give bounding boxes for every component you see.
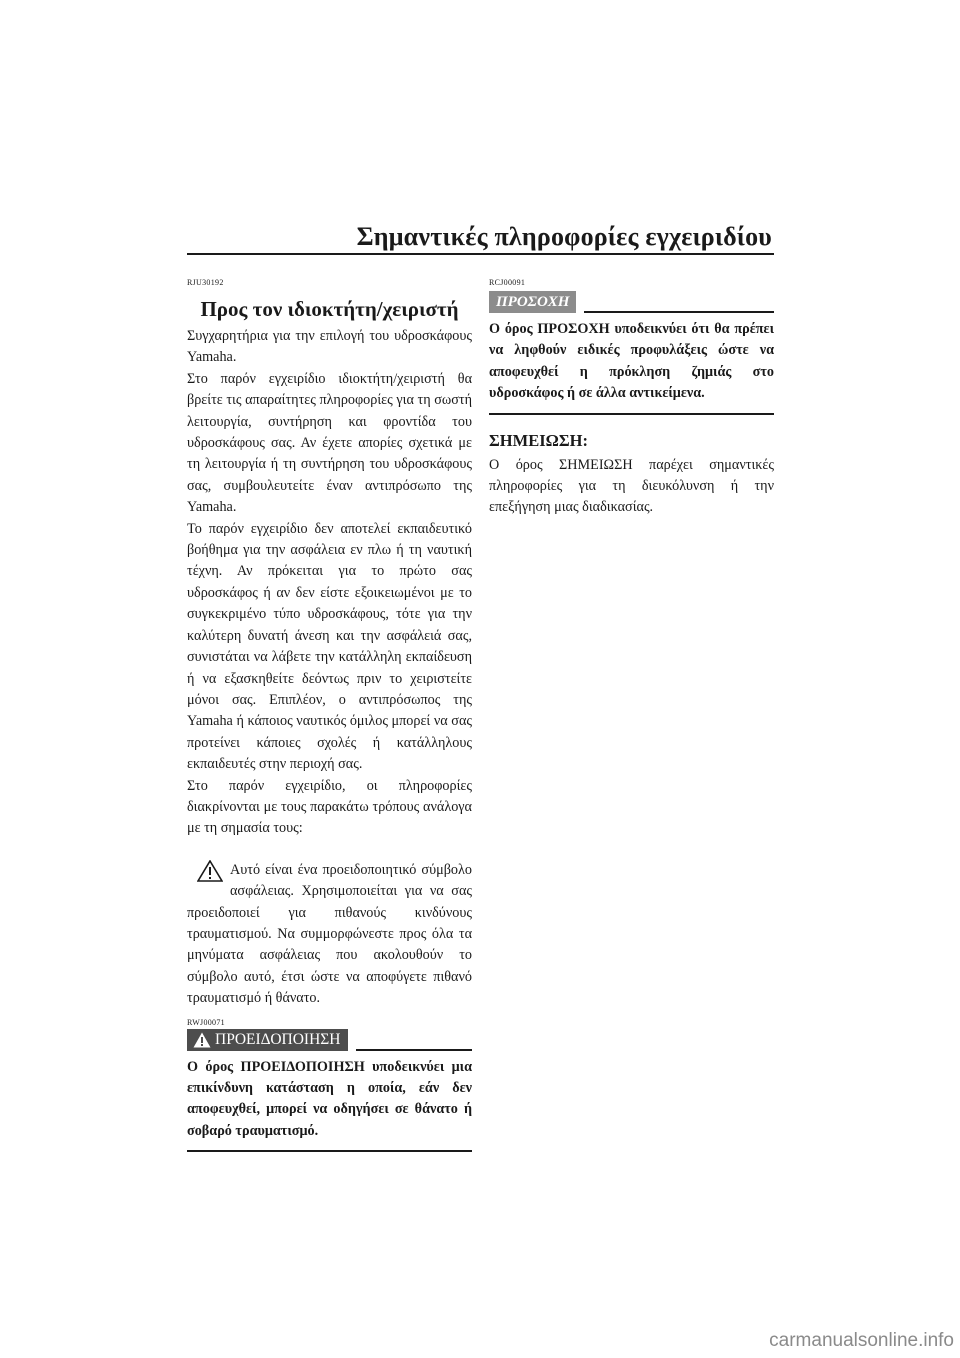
caution-end-rule: [489, 413, 774, 415]
paragraph-manual-info: Στο παρόν εγχειρίδιο ιδιοκτήτη/χειριστή θα βρείτε τις απαραίτητες πληροφορίες για τη σωστή λειτουργία, συντήρηση και φροντίδα του υδροσκάφους σας. Αν έχετε απορίες σχετικά με τη λειτουργία ή τη συντήρηση του υδροσκάφους σας, συμβουλευτείτε έναν αντιπρόσωπο της Yamaha.: [187, 370, 472, 516]
warning-label: [187, 1029, 348, 1051]
caution-code: RCJ00091: [489, 278, 526, 287]
safety-symbol-text: Αυτό είναι ένα προειδοποιητικό σύμβολο ασφάλειας. Χρησιμοποιείται για να σας προειδοποιεί για πιθανούς κινδύνους τραυματισμού. Να συμμορφώνεστε προς όλα τα μηνύματα ασφάλειας που ακολουθούν το σύμβολο αυτό, έτσι ώστε να αποφύγετε πιθανό τραυματισμό ή θάνατο.: [187, 861, 472, 1007]
caution-text: Ο όρος ΠΡΟΣΟΧΗ υποδεικνύει ότι θα πρέπει να ληφθούν ειδικές προφυλάξεις ώστε να αποφευχθεί η πρόκληση ζημιάς στο υδροσκάφος ή σε άλλα αντικείμενα.: [489, 321, 774, 402]
page-title: Σημαντικές πληροφορίες εγχειριδίου: [356, 222, 772, 251]
warning-text: Ο όρος ΠΡΟΕΙΔΟΠΟΙΗΣΗ υποδεικνύει μια επικίνδυνη κατάσταση η οποία, εάν δεν αποφευχθεί, μπορεί να οδηγήσει σε θάνατο ή σοβαρό τραυματισμό.: [187, 1058, 472, 1139]
paragraph-intro: Συγχαρητήρια για την επιλογή του υδροσκάφους Yamaha.: [187, 328, 472, 366]
note-title: ΣΗΜΕΙΩΣΗ:: [489, 430, 588, 450]
watermark: carmanualsonline.info: [769, 1330, 954, 1351]
paragraph-training: Το παρόν εγχειρίδιο δεν αποτελεί εκπαιδευτικό βοήθημα για την ασφάλεια εν πλω ή τη ναυτική τέχνη. Αν πρόκειται για το πρώτο σας υδροσκάφος ή αν δεν είστε εξοικειωμένοι με το συγκεκριμένο τύπο υδροσκάφους, τότε για την καλύτερη δυνατή άνεση και την ασφάλειά σας, συνιστάται να λάβετε την κατάλληλη εκπαίδευση ή να εξασκηθείτε δεόντως πριν το χειριστείτε μόνοι σας. Επιπλέον, ο αντιπρόσωπος της Yamaha ή κάποιος ναυτικός όμιλος μπορεί να σας προτείνει κάποιες σχολές ή κατάλληλους εκπαιδευτές στην περιοχή σας.: [187, 520, 472, 773]
warning-end-rule: [187, 1150, 472, 1152]
safety-symbol-paragraph: [187, 860, 472, 1010]
section-title: Προς τον ιδιοκτήτη/χειριστή: [200, 297, 459, 321]
header-divider: [187, 253, 774, 255]
warning-header-rule: [356, 1049, 472, 1051]
left-column: [187, 278, 472, 1152]
caution-label: ΠΡΟΣΟΧΗ: [489, 291, 576, 313]
right-column: [489, 278, 774, 519]
paragraph-conventions: Στο παρόν εγχειρίδιο, οι πληροφορίες διακρίνονται με τους παρακάτω τρόπους ανάλογα με τη σημασία τους:: [187, 777, 472, 837]
caution-header: [489, 291, 774, 313]
caution-header-rule: [584, 311, 774, 313]
warning-icon: [193, 1032, 211, 1048]
warning-header: [187, 1029, 472, 1051]
safety-alert-icon: [197, 860, 223, 882]
warning-label-text: ΠΡΟΕΙΔΟΠΟΙΗΣΗ: [215, 1030, 341, 1048]
section-code: RJU30192: [187, 278, 224, 287]
warning-code: RWJ00071: [187, 1017, 225, 1027]
note-text: Ο όρος ΣΗΜΕΙΩΣΗ παρέχει σημαντικές πληροφορίες για τη διευκόλυνση ή την επεξήγηση μιας διαδικασίας.: [489, 456, 774, 516]
